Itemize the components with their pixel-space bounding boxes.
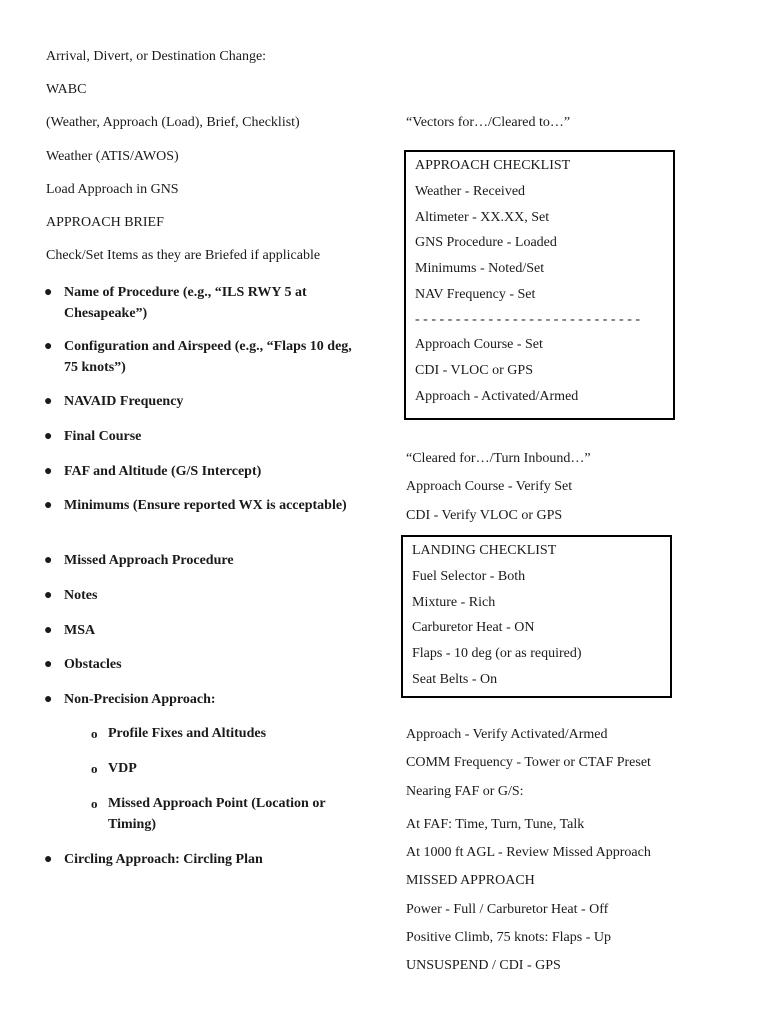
bullet-icon: ● <box>44 553 53 568</box>
header-line-arrival: Arrival, Divert, or Destination Change: <box>46 49 267 64</box>
cleared-item-cdi: CDI - Verify VLOC or GPS <box>406 508 563 523</box>
approach-checklist-item-nav-frequency: NAV Frequency - Set <box>415 287 536 302</box>
bullet-item-configuration: Configuration and Airspeed (e.g., “Flaps 10 deg, 75 knots”) <box>64 339 352 375</box>
bullet-icon: ● <box>44 657 53 672</box>
bullet-item-faf-altitude: FAF and Altitude (G/S Intercept) <box>64 464 262 479</box>
sub-bullet-profile-fixes: Profile Fixes and Altitudes <box>108 726 267 741</box>
sub-bullet-icon: o <box>91 726 98 741</box>
approach-checklist-item-gns-procedure: GNS Procedure - Loaded <box>415 235 557 250</box>
header-line-weather: Weather (ATIS/AWOS) <box>46 149 179 164</box>
landing-checklist-item-mixture: Mixture - Rich <box>412 595 496 610</box>
bullet-item-final-course: Final Course <box>64 429 142 444</box>
approach-checklist-item-altimeter: Altimeter - XX.XX, Set <box>415 210 550 225</box>
approach-checklist-item-cdi: CDI - VLOC or GPS <box>415 363 533 378</box>
bullet-icon: ● <box>44 692 53 707</box>
bullet-icon: ● <box>44 852 53 867</box>
final-item-at-faf: At FAF: Time, Turn, Tune, Talk <box>406 817 585 832</box>
cleared-heading: “Cleared for…/Turn Inbound…” <box>406 451 591 466</box>
landing-checklist-title: LANDING CHECKLIST <box>412 543 557 558</box>
sub-bullet-icon: o <box>91 761 98 776</box>
final-item-approach-verify: Approach - Verify Activated/Armed <box>406 727 608 742</box>
bullet-icon: ● <box>44 394 53 409</box>
bullet-item-missed-approach-procedure: Missed Approach Procedure <box>64 553 234 568</box>
bullet-item-non-precision: Non-Precision Approach: <box>64 692 216 707</box>
sub-bullet-missed-approach-point: Missed Approach Point (Location or Timing) <box>108 796 326 832</box>
bullet-item-navaid-frequency: NAVAID Frequency <box>64 394 184 409</box>
bullet-item-msa: MSA <box>64 623 96 638</box>
header-line-load-approach: Load Approach in GNS <box>46 182 179 197</box>
approach-checklist-title: APPROACH CHECKLIST <box>415 158 571 173</box>
landing-checklist-item-fuel-selector: Fuel Selector - Both <box>412 569 526 584</box>
final-item-power: Power - Full / Carburetor Heat - Off <box>406 902 609 917</box>
landing-checklist-item-carburetor-heat: Carburetor Heat - ON <box>412 620 535 635</box>
sub-bullet-icon: o <box>91 796 98 811</box>
header-line-wabc-expansion: (Weather, Approach (Load), Brief, Checklist) <box>46 115 300 130</box>
cleared-item-approach-course: Approach Course - Verify Set <box>406 479 573 494</box>
bullet-item-notes: Notes <box>64 588 98 603</box>
final-item-at-1000-ft: At 1000 ft AGL - Review Missed Approach <box>406 845 651 860</box>
approach-checklist-item-minimums: Minimums - Noted/Set <box>415 261 545 276</box>
header-line-check-set: Check/Set Items as they are Briefed if applicable <box>46 248 321 263</box>
approach-checklist-divider: - - - - - - - - - - - - - - - - - - - - - - - - - - - - <box>415 312 641 327</box>
approach-checklist-item-weather: Weather - Received <box>415 184 526 199</box>
approach-brief-heading: APPROACH BRIEF <box>46 215 164 230</box>
bullet-icon: ● <box>44 429 53 444</box>
vectors-heading: “Vectors for…/Cleared to…” <box>406 115 571 130</box>
bullet-item-name-of-procedure: Name of Procedure (e.g., “ILS RWY 5 at Chesapeake”) <box>64 285 307 321</box>
landing-checklist-box <box>401 535 672 698</box>
bullet-icon: ● <box>44 498 53 513</box>
bullet-icon: ● <box>44 464 53 479</box>
bullet-icon: ● <box>44 588 53 603</box>
landing-checklist-item-flaps: Flaps - 10 deg (or as required) <box>412 646 582 661</box>
approach-checklist-box <box>404 150 675 420</box>
missed-approach-heading: MISSED APPROACH <box>406 873 535 888</box>
bullet-icon: ● <box>44 623 53 638</box>
header-line-wabc: WABC <box>46 82 87 97</box>
final-item-nearing-faf: Nearing FAF or G/S: <box>406 784 524 799</box>
bullet-item-minimums: Minimums (Ensure reported WX is acceptable) <box>64 498 347 513</box>
bullet-item-circling-approach: Circling Approach: Circling Plan <box>64 852 263 867</box>
sub-bullet-vdp: VDP <box>108 761 137 776</box>
approach-checklist-item-approach-course: Approach Course - Set <box>415 337 543 352</box>
approach-checklist-item-approach: Approach - Activated/Armed <box>415 389 579 404</box>
final-item-comm-frequency: COMM Frequency - Tower or CTAF Preset <box>406 755 651 770</box>
final-item-positive-climb: Positive Climb, 75 knots: Flaps - Up <box>406 930 611 945</box>
bullet-item-obstacles: Obstacles <box>64 657 122 672</box>
final-item-unsuspend: UNSUSPEND / CDI - GPS <box>406 958 561 973</box>
bullet-icon: ● <box>44 339 53 354</box>
landing-checklist-item-seat-belts: Seat Belts - On <box>412 672 498 687</box>
bullet-icon: ● <box>44 285 53 300</box>
